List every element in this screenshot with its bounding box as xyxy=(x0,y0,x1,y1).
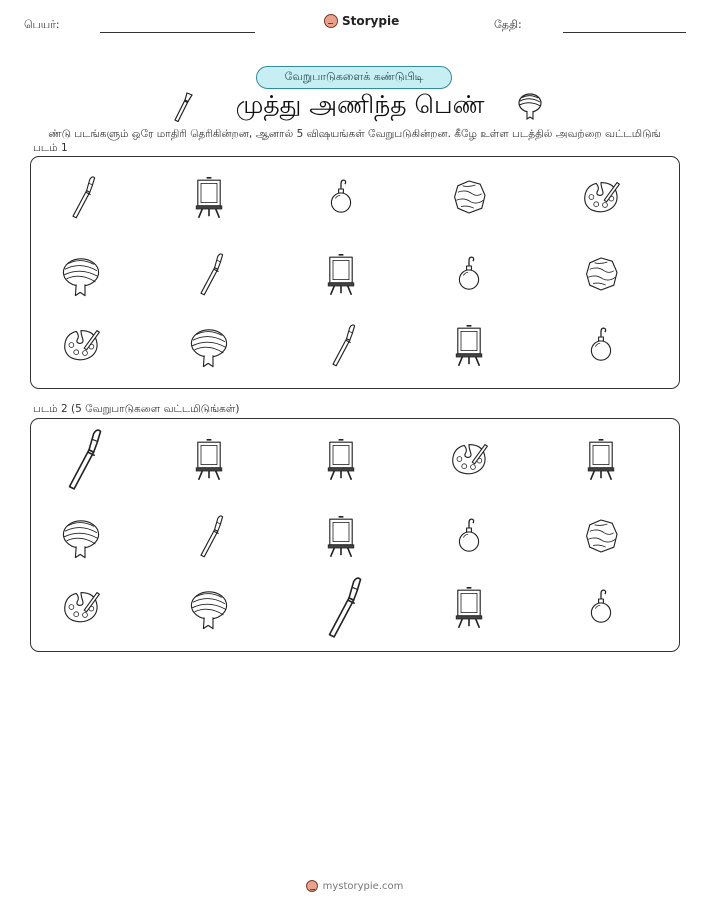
easel-icon[interactable] xyxy=(317,512,365,560)
title-turban-icon xyxy=(516,92,544,120)
page-title: முத்து அணிந்த பெண் xyxy=(235,90,485,119)
date-label: தேதி: xyxy=(494,18,522,31)
rock-icon[interactable] xyxy=(577,512,625,560)
turban-icon[interactable] xyxy=(57,512,105,560)
rock-icon[interactable] xyxy=(445,173,493,221)
name-line[interactable] xyxy=(100,32,255,33)
brand-logo xyxy=(324,14,399,28)
footer-url: mystorypie.com xyxy=(322,880,404,892)
easel-icon[interactable] xyxy=(577,435,625,483)
brush-icon[interactable] xyxy=(307,573,376,642)
pearl-earring-icon[interactable] xyxy=(445,250,493,298)
name-label: பெயர்: xyxy=(24,18,60,31)
pearl-earring-icon[interactable] xyxy=(317,173,365,221)
easel-icon[interactable] xyxy=(185,435,233,483)
date-line[interactable] xyxy=(563,32,686,33)
pearl-earring-icon[interactable] xyxy=(577,583,625,631)
easel-icon[interactable] xyxy=(445,321,493,369)
brush-icon[interactable] xyxy=(317,321,365,369)
turban-icon[interactable] xyxy=(57,250,105,298)
activity-badge: வேறுபாடுகளைக் கண்டுபிடி xyxy=(256,66,452,89)
pearl-earring-icon[interactable] xyxy=(445,512,493,560)
title-brush-icon xyxy=(168,90,194,122)
palette-icon[interactable] xyxy=(57,321,105,369)
brush-icon[interactable] xyxy=(185,250,233,298)
brush-icon[interactable] xyxy=(185,512,233,560)
picture1-caption: படம் 1 xyxy=(33,142,68,154)
footer xyxy=(0,880,709,892)
instructions-text: ண்டு படங்களும் ஒரே மாதிரி தெரிகின்றன, ஆனால் 5 விஷயங்கள் வேறுபடுகின்றன. கீழே உள்ள படத்தில் அவற்றை வட்டமிடுங் xyxy=(48,128,661,140)
brand-name: Storypie xyxy=(342,14,400,28)
easel-icon[interactable] xyxy=(317,435,365,483)
picture2-panel[interactable] xyxy=(30,418,680,652)
pearl-earring-icon[interactable] xyxy=(577,321,625,369)
storypie-face-icon xyxy=(306,880,318,892)
palette-icon[interactable] xyxy=(577,173,625,221)
palette-icon[interactable] xyxy=(57,583,105,631)
brush-icon[interactable] xyxy=(47,425,116,494)
turban-icon[interactable] xyxy=(185,583,233,631)
easel-icon[interactable] xyxy=(185,173,233,221)
picture1-panel[interactable] xyxy=(30,156,680,389)
palette-icon[interactable] xyxy=(445,435,493,483)
picture2-caption: படம் 2 (5 வேறுபாடுகளை வட்டமிடுங்கள்) xyxy=(33,403,240,415)
storypie-face-icon xyxy=(324,14,338,28)
brush-icon[interactable] xyxy=(57,173,105,221)
rock-icon[interactable] xyxy=(577,250,625,298)
easel-icon[interactable] xyxy=(317,250,365,298)
easel-icon[interactable] xyxy=(445,583,493,631)
turban-icon[interactable] xyxy=(185,321,233,369)
